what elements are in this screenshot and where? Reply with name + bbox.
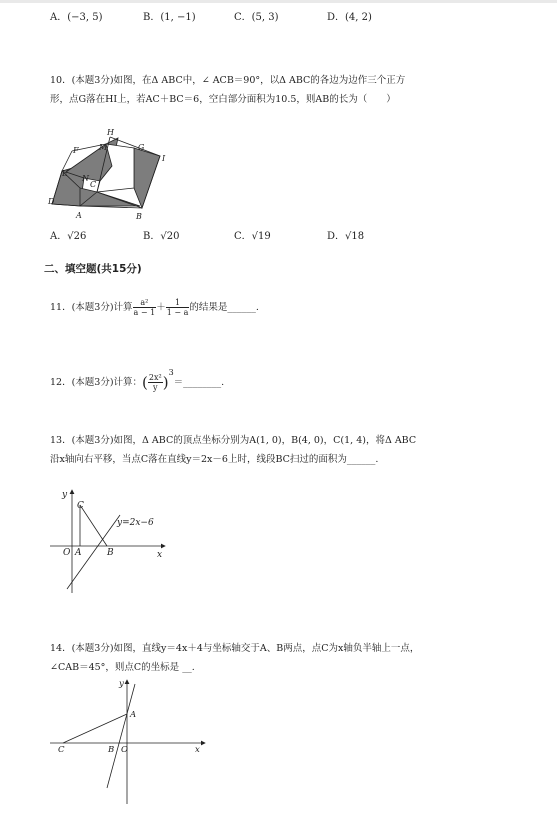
question-11 [50,298,259,318]
q14-text-line2: ∠CAB＝45°，则点C的坐标是 __. [50,662,195,673]
q12-fraction [148,373,163,392]
q10-label-f: F [73,146,79,155]
q10-label-i: I [162,154,166,163]
q10-label-e: E [62,169,68,178]
q13-label-a: A [75,548,82,558]
q10-option-b[interactable]: B．√20 [143,231,180,242]
top-divider [0,0,557,3]
q10-square-bc-shaded [134,148,160,208]
q13-label-c: C [77,501,84,511]
q11-plus: ＋ [156,302,166,313]
q10-text-line2: 形，点G落在HI上，若AC＋BC＝6，空白部分面积为10.5，则AB的长为（ ） [50,94,396,105]
q10-option-c[interactable]: C．√19 [234,231,271,242]
q13-label-y: y [62,490,68,500]
q12-denominator: y [153,383,158,392]
q14-label-a: A [130,710,137,720]
q14-segment-ca [63,714,127,743]
q10-label-n: N [82,174,89,183]
q10-label-h: H [107,128,114,137]
q9-option-c[interactable]: C．(5, 3) [234,12,279,23]
q11-fraction-1 [133,298,157,317]
q11-suffix: 的结果是______. [189,302,259,313]
q10-label-c: C [90,180,97,189]
q14-label-o: O [121,745,128,755]
q9-option-b[interactable]: B．(1, −1) [143,12,196,23]
q14-line-y-4x-4 [107,684,135,788]
q11-frac2-numerator: 1 [166,298,190,308]
q10-label-a: A [76,211,82,220]
q10-label-m: M [99,143,108,152]
q12-numerator: 2x² [148,373,162,382]
q11-frac1-numerator: a² [133,298,157,308]
q10-label-b: B [136,212,142,221]
q13-label-o: O [63,548,71,558]
q12-prefix: 12．(本题3分)计算： [50,377,143,388]
q12-right-paren: ) [162,373,169,392]
q10-label-g: G [138,143,145,152]
q10-figure [40,126,180,226]
q10-option-d[interactable]: D．√18 [327,231,365,242]
q11-prefix: 11．(本题3分)计算 [50,302,133,313]
q12-left-paren: ( [142,373,148,392]
question-12 [50,362,224,394]
q13-label-b: B [107,548,114,558]
q10-text-line1: 10．(本题3分)如图，在Δ ABC中，∠ ACB＝90°，以Δ ABC的各边为边作三个正方 [50,75,406,86]
q9-option-d[interactable]: D．(4, 2) [327,12,372,23]
q11-frac2-denominator: 1 − a [166,308,189,317]
q10-option-a[interactable]: A．√26 [50,231,87,242]
q13-text-line1: 13．(本题3分)如图，Δ ABC的顶点坐标分别为A(1, 0)，B(4, 0)，C(1, 4)，将Δ ABC [50,435,417,446]
q11-frac1-denominator: a − 1 [133,308,156,317]
q12-exponent: 3 [168,368,174,377]
q13-label-line: y=2x−6 [117,518,154,528]
q11-fraction-2 [166,298,190,317]
q13-label-x: x [157,550,163,560]
q14-label-x: x [195,745,200,755]
section-2-title: 二、填空题(共15分) [44,263,142,275]
q13-segment-cb [80,505,107,546]
q12-suffix: ＝________. [173,377,225,388]
q13-figure [45,485,175,597]
q14-label-y: y [119,679,124,689]
q14-text-line1: 14．(本题3分)如图，直线y＝4x＋4与坐标轴交于A、B两点，点C为x轴负半轴上一点， [50,643,420,654]
q14-label-c: C [58,745,65,755]
q14-label-b: B [108,745,115,755]
q14-figure [45,676,215,808]
q10-label-d: D [48,197,55,206]
q9-option-a[interactable]: A．(−3, 5) [50,12,103,23]
q13-text-line2: 沿x轴向右平移，当点C落在直线y＝2x－6上时，线段BC扫过的面积为______. [50,454,379,465]
